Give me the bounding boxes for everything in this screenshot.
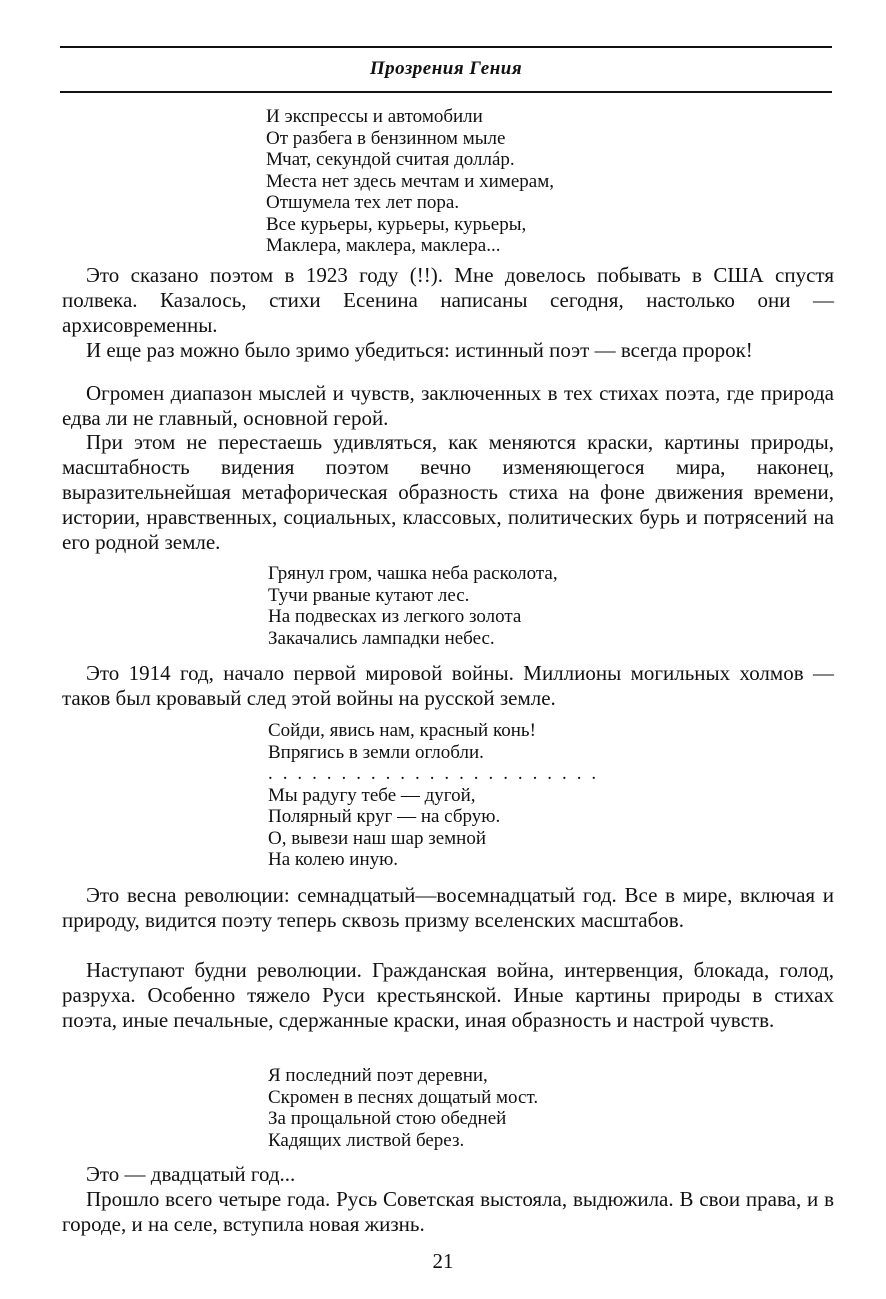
running-head: Прозрения Гения — [369, 58, 523, 79]
poem-line: Закачались лампадки небес. — [268, 627, 495, 649]
paragraph: И еще раз можно было зримо убедиться: истинный поэт — всегда пророк! — [86, 338, 753, 362]
poem-line: На колею иную. — [268, 849, 399, 870]
header-top-rule — [60, 46, 832, 48]
paragraph: Огромен диапазон мыслей и чувств, заключенных в тех стихах поэта, где природа едва ли не главный, основной герой. — [62, 381, 834, 430]
poem-line: Я последний поэт деревни, — [268, 1065, 488, 1086]
paragraph: Прошло всего четыре года. Русь Советская выстояла, выдюжила. В свои права, и в городе, и на селе, вступила новая жизнь. — [62, 1187, 834, 1236]
poem-line: Все курьеры, курьеры, курьеры, — [266, 213, 527, 235]
poem-line: От разбега в бензинном мыле — [266, 127, 506, 149]
poem-stanza-2 — [268, 563, 558, 649]
poem-stanza-4 — [268, 1065, 538, 1151]
paragraph: При этом не перестаешь удивляться, как меняются краски, картины природы, масштабность видения поэтом вечно изменяющегося мира, наконец, выразительнейшая метафорическая образность стиха на фоне движения времени, истории, нравственных, социальных, классовых, политических бурь и потрясений на его родной земле. — [62, 430, 834, 554]
poem-line: Впрягись в земли оглобли. — [268, 741, 484, 763]
header-bottom-rule — [60, 91, 832, 93]
paragraph: Это — двадцатый год... — [86, 1162, 296, 1186]
poem-line: На подвесках из легкого золота — [268, 606, 522, 627]
poem-line: Полярный круг — на сбрую. — [268, 806, 501, 827]
paragraph: Это сказано поэтом в 1923 году (!!). Мне довелось побывать в США спустя полвека. Казалось, стихи Есенина написаны сегодня, настолько они — архисовременны. — [62, 263, 834, 337]
page-number: 21 — [432, 1249, 454, 1273]
poem-line: Отшумела тех лет пора. — [266, 192, 460, 213]
poem-line: Кадящих листвой берез. — [268, 1129, 465, 1151]
poem-line: Сойди, явись нам, красный конь! — [268, 720, 536, 741]
poem-line: Мчат, секундой считая доллáр. — [266, 149, 515, 170]
poem-line: О, вывези наш шар земной — [268, 827, 486, 849]
poem-stanza-1 — [266, 106, 554, 257]
poem-stanza-3 — [268, 720, 599, 871]
paragraph: Наступают будни революции. Гражданская война, интервенция, блокада, голод, разруха. Особенно тяжело Руси крестьянской. Иные картины природы в стихах поэта, иные печальные, сдержанные краски, иная образность и настрой чувств. — [62, 958, 834, 1032]
paragraph: Это 1914 год, начало первой мировой войны. Миллионы могильных холмов — таков был кровавый след этой войны на русской земле. — [62, 661, 834, 710]
paragraph: Это весна революции: семнадцатый—восемнадцатый год. Все в мире, включая и природу, видится поэту теперь сквозь призму вселенских масштабов. — [62, 883, 834, 932]
poem-line: Места нет здесь мечтам и химерам, — [266, 170, 554, 192]
poem-line: Тучи рваные кутают лес. — [268, 584, 470, 606]
poem-line: Мы радугу тебе — дугой, — [268, 784, 476, 806]
poem-ellipsis-line: . . . . . . . . . . . . . . . . . . . . . . . — [268, 763, 599, 784]
poem-line: За прощальной стою обедней — [268, 1108, 507, 1129]
poem-line: Маклера, маклера, маклера... — [266, 235, 501, 256]
poem-line: Скромен в песнях дощатый мост. — [268, 1086, 539, 1108]
poem-line: И экспрессы и автомобили — [266, 106, 483, 127]
poem-line: Грянул гром, чашка неба расколота, — [268, 563, 558, 584]
